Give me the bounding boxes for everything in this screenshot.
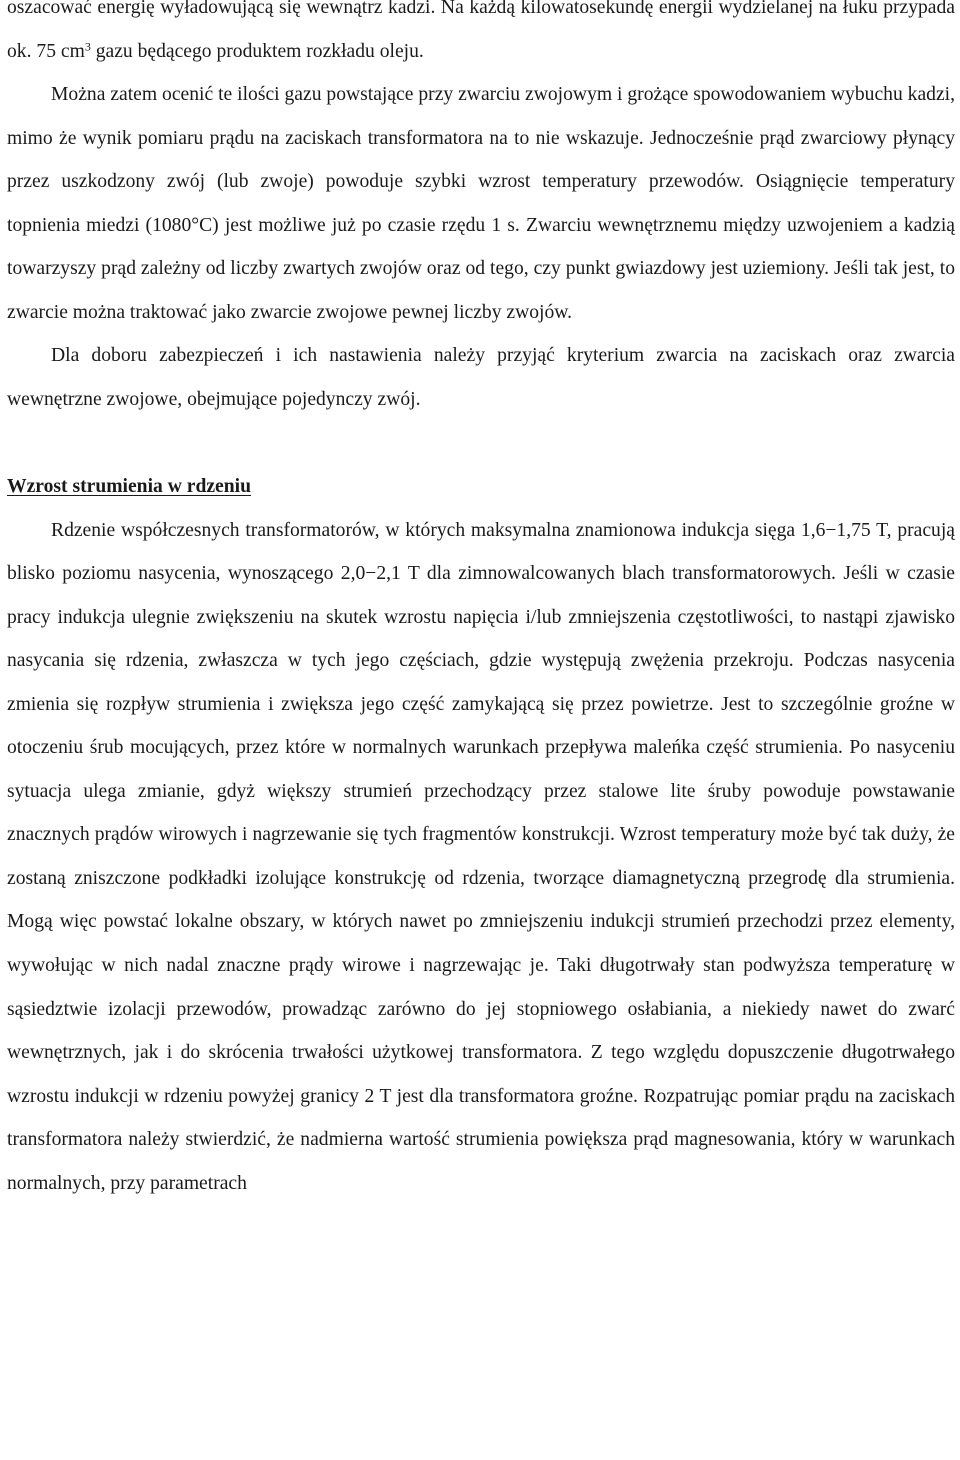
paragraph-turn-fault: Można zatem ocenić te ilości gazu powstające przy zwarciu zwojowym i grożące spowodowaniem wybuchu kadzi, mimo że wynik pomiaru prądu na zaciskach transformatora na to nie wskazuje. Jednocześnie prąd zwarciowy płynący przez uszkodzony zwój (lub zwoje) powoduje szybki wzrost temperatury przewodów. Osiągnięcie temperatury topnienia miedzi (1080°C) jest możliwe już po czasie rzędu 1 s. Zwarciu wewnętrznemu między uzwojeniem a kadzią towarzyszy prąd zależny od liczby zwartych zwojów oraz od tego, czy punkt gwiazdowy jest uziemiony. Jeśli tak jest, to zwarcie można traktować jako zwarcie zwojowe pewnej liczby zwojów.: [7, 84, 955, 323]
document-page: [7, 0, 955, 1205]
paragraph-gas-volume: [7, 0, 955, 73]
section-heading: Wzrost strumienia w rdzeniu: [7, 476, 251, 498]
superscript: 3: [84, 38, 91, 53]
paragraph-text: gazu będącego produktem rozkładu oleju.: [90, 40, 424, 62]
paragraph-protection-criteria: Dla doboru zabezpieczeń i ich nastawienia należy przyjąć kryterium zwarcia na zaciskach oraz zwarcia wewnętrzne zwojowe, obejmujące pojedynczy zwój.: [7, 345, 955, 410]
paragraph-text: oszacować energię wyładowującą się wewnątrz kadzi. Na każdą kilowatosekundę energii wydzielanej na łuku przypada ok. 75 cm: [7, 0, 955, 62]
paragraph-core-flux: Rdzenie współczesnych transformatorów, w których maksymalna znamionowa indukcja sięga 1,6−1,75 T, pracują blisko poziomu nasycenia, wynoszącego 2,0−2,1 T dla zimnowalcowanych blach transformatorowych. Jeśli w czasie pracy indukcja ulegnie zwiększeniu na skutek wzrostu napięcia i/lub zmniejszenia częstotliwości, to nastąpi zjawisko nasycania się rdzenia, zwłaszcza w tych jego częściach, gdzie występują zwężenia przekroju. Podczas nasycenia zmienia się rozpływ strumienia i zwiększa jego część zamykającą się przez powietrze. Jest to szczególnie groźne w otoczeniu śrub mocujących, przez które w normalnych warunkach przepływa maleńka część strumienia. Po nasyceniu sytuacja ulega zmianie, gdyż większy strumień przechodzący przez stalowe lite śruby powoduje powstawanie znacznych prądów wirowych i nagrzewanie się tych fragmentów konstrukcji. Wzrost temperatury może być tak duży, że zostaną zniszczone podkładki izolujące konstrukcję od rdzenia, tworzące diamagnetyczną przegrodę dla strumienia. Mogą więc powstać lokalne obszary, w których nawet po zmniejszeniu indukcji strumień przechodzi przez elementy, wywołując w nich nadal znaczne prądy wirowe i nagrzewając je. Taki długotrwały stan podwyższa temperaturę w sąsiedztwie izolacji przewodów, prowadząc zarówno do jej stopniowego osłabiania, a niekiedy nawet do zwarć wewnętrznych, jak i do skrócenia trwałości użytkowej transformatora. Z tego względu dopuszczenie długotrwałego wzrostu indukcji w rdzeniu powyżej granicy 2 T jest dla transformatora groźne. Rozpatrując pomiar prądu na zaciskach transformatora należy stwierdzić, że nadmierna wartość strumienia powiększa prąd magnesowania, który w warunkach normalnych, przy parametrach: [7, 519, 955, 1194]
